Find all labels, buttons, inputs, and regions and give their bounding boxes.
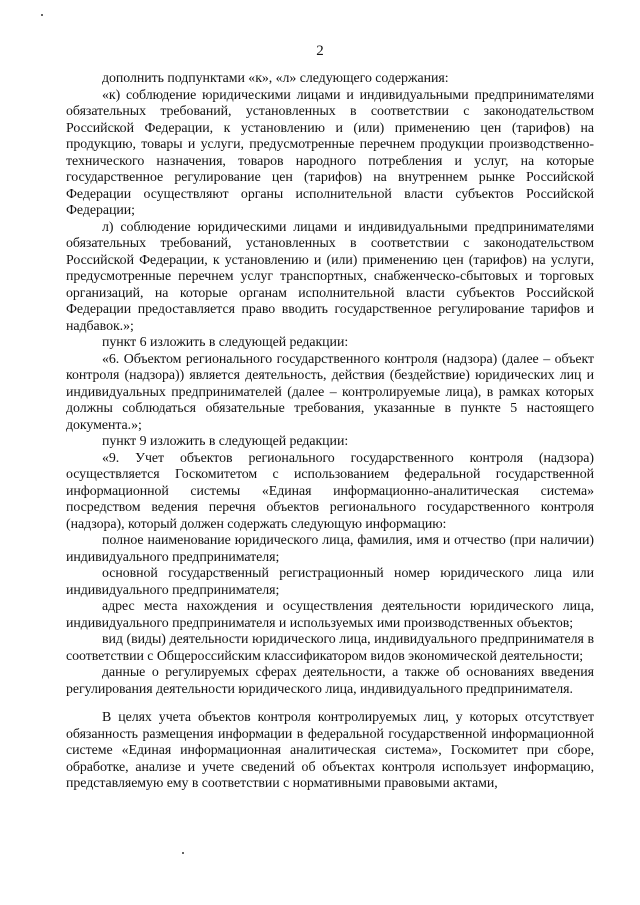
- paragraph-item-9: «9. Учет объектов регионального государственного контроля (надзора) осуществляется Госкомитетом с использованием федеральной государственной информационной системы «Единая информационно-аналитическая система» посредством ведения перечня объектов регионального государственного контроля (надзора), который должен содержать следующую информацию:: [66, 450, 594, 532]
- paragraph-subitem-k: «к) соблюдение юридическими лицами и индивидуальными предпринимателями обязательных требований, установленных в соответствии с законодательством Российской Федерации, к установлению и (или) применению цен (тарифов) на продукцию, товары и услуги, предусмотренные перечнем продукции производственно-технического назначения, товаров народного потребления и услуг, на которые государственное регулирование цен (тарифов) на внутреннем рынке Российской Федерации осуществляют органы исполнительной власти субъектов Российской Федерации;: [66, 87, 594, 218]
- paragraph-accounting: В целях учета объектов контроля контролируемых лиц, у которых отсутствует обязанность размещения информации в федеральной государственной информационной системе «Единая информационная аналитическая система», Госкомитет при сборе, обработке, анализе и учете сведений об объектах контроля использует информацию, представляемую ему в соответствии с нормативными правовыми актами,: [66, 710, 594, 791]
- paragraph-subitem-l: л) соблюдение юридическими лицами и индивидуальными предпринимателями обязательных требований, установленных в соответствии с законодательством Российской Федерации, к установлению и (или) применению цен (тарифов) на услуги, предусмотренные перечнем услуг транспортных, снабженческо-сбытовых и торговых организаций, на которые органам исполнительной власти субъектов Российской Федерации предоставляется право вводить государственное регулирование тарифов и надбавок.»;: [66, 219, 594, 334]
- document-body: [66, 71, 594, 793]
- paragraph-list-ogrn: основной государственный регистрационный номер юридического лица или индивидуального предпринимателя;: [66, 566, 594, 598]
- paragraph-list-name: полное наименование юридического лица, фамилия, имя и отчество (при наличии) индивидуального предпринимателя;: [66, 533, 594, 565]
- paragraph-item-6: «6. Объектом регионального государственного контроля (надзора) (далее – объект контроля (надзора)) является деятельность, действия (бездействие) юридических лиц и индивидуальных предпринимателей (далее – контролируемые лица), в рамках которых должны соблюдаться обязательные требования, указанные в пункте 5 настоящего документа.»;: [66, 351, 594, 433]
- paragraph-list-regulation: данные о регулируемых сферах деятельности, а также об основаниях введения регулирования деятельности юридического лица, индивидуального предпринимателя.: [66, 665, 594, 697]
- scan-speck: [182, 852, 184, 854]
- paragraph-intro: дополнить подпунктами «к», «л» следующего содержания:: [102, 71, 449, 86]
- page-number: 2: [316, 43, 324, 59]
- paragraph-item-6-heading: пункт 6 изложить в следующей редакции:: [102, 335, 349, 350]
- scan-speck: [41, 14, 43, 16]
- paragraph-list-address: адрес места нахождения и осуществления деятельности юридического лица, индивидуального предпринимателя и используемых ими производственных объектов;: [66, 599, 594, 631]
- paragraph-item-9-heading: пункт 9 изложить в следующей редакции:: [102, 434, 349, 449]
- paragraph-list-activity: вид (виды) деятельности юридического лица, индивидуального предпринимателя в соответствии с Общероссийским классификатором видов экономической деятельности;: [66, 632, 594, 664]
